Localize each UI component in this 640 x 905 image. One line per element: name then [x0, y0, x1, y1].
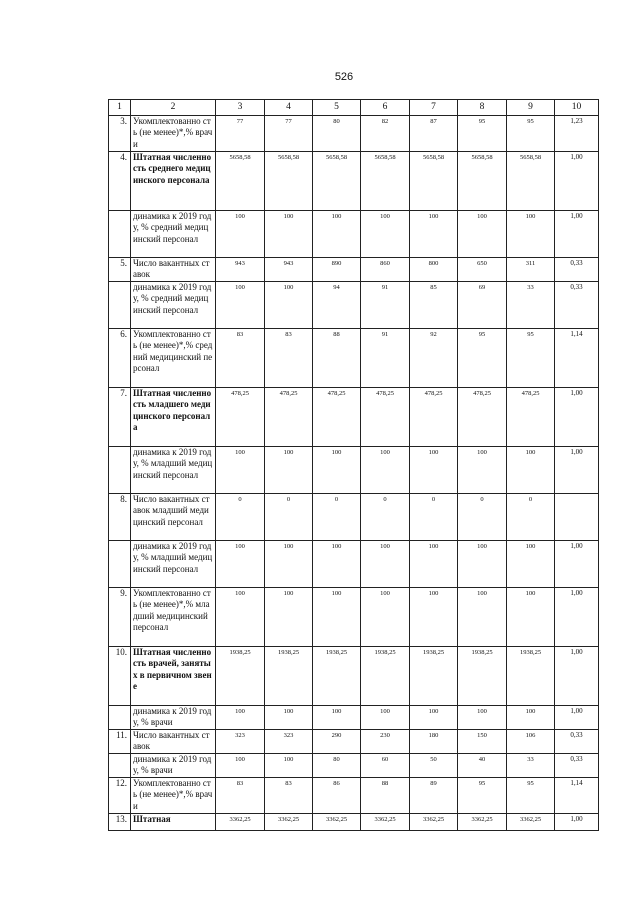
value-cell: 100 [216, 754, 265, 778]
table-row [109, 814, 599, 831]
table-row [109, 211, 599, 258]
value-cell: 0 [410, 494, 458, 541]
value-cell: 3362,25 [507, 814, 555, 831]
value-cell: 100 [361, 706, 410, 730]
indicator-name: Укомплектованно сть (не менее)*,% врачи [131, 778, 216, 814]
value-cell: 5658,58 [265, 152, 313, 211]
row-number: 6. [109, 329, 131, 388]
column-header: 9 [507, 100, 555, 116]
value-cell: 0,33 [555, 282, 599, 329]
value-cell: 100 [361, 588, 410, 647]
value-cell: 100 [216, 706, 265, 730]
row-number: 9. [109, 588, 131, 647]
value-cell: 1,00 [555, 388, 599, 447]
value-cell: 100 [410, 211, 458, 258]
value-cell: 100 [507, 447, 555, 494]
value-cell: 100 [410, 706, 458, 730]
value-cell: 83 [265, 778, 313, 814]
value-cell: 82 [361, 116, 410, 152]
value-cell [555, 494, 599, 541]
table-header-row [109, 100, 599, 116]
indicator-name: Число вакантных ставок [131, 258, 216, 282]
column-header: 10 [555, 100, 599, 116]
value-cell: 5658,58 [410, 152, 458, 211]
value-cell: 100 [265, 282, 313, 329]
value-cell: 5658,58 [507, 152, 555, 211]
value-cell: 478,25 [507, 388, 555, 447]
value-cell: 95 [458, 116, 507, 152]
table-row [109, 754, 599, 778]
value-cell: 3362,25 [410, 814, 458, 831]
value-cell: 100 [265, 754, 313, 778]
value-cell: 180 [410, 730, 458, 754]
value-cell: 100 [216, 211, 265, 258]
value-cell: 100 [361, 541, 410, 588]
indicator-name: Штатная [131, 814, 216, 831]
value-cell: 100 [265, 588, 313, 647]
value-cell: 3362,25 [361, 814, 410, 831]
value-cell: 0 [265, 494, 313, 541]
value-cell: 86 [313, 778, 361, 814]
value-cell: 95 [507, 116, 555, 152]
value-cell: 860 [361, 258, 410, 282]
column-header: 3 [216, 100, 265, 116]
value-cell: 1,00 [555, 588, 599, 647]
row-number: 8. [109, 494, 131, 541]
value-cell: 478,25 [216, 388, 265, 447]
value-cell: 323 [216, 730, 265, 754]
value-cell: 650 [458, 258, 507, 282]
value-cell: 87 [410, 116, 458, 152]
table-row [109, 730, 599, 754]
table-row [109, 647, 599, 706]
value-cell: 0 [361, 494, 410, 541]
value-cell: 33 [507, 282, 555, 329]
value-cell: 0 [216, 494, 265, 541]
value-cell: 1938,25 [216, 647, 265, 706]
value-cell: 478,25 [410, 388, 458, 447]
row-number: 3. [109, 116, 131, 152]
value-cell: 40 [458, 754, 507, 778]
row-number [109, 754, 131, 778]
column-header: 8 [458, 100, 507, 116]
value-cell: 290 [313, 730, 361, 754]
value-cell: 106 [507, 730, 555, 754]
table-row [109, 388, 599, 447]
value-cell: 100 [458, 447, 507, 494]
indicator-name: Штатная численность младшего медицинского персонала [131, 388, 216, 447]
value-cell: 100 [265, 541, 313, 588]
value-cell: 5658,58 [216, 152, 265, 211]
row-number: 7. [109, 388, 131, 447]
value-cell: 91 [361, 282, 410, 329]
indicator-name: динамика к 2019 году, % младший медицинский персонал [131, 541, 216, 588]
value-cell: 1,00 [555, 706, 599, 730]
value-cell: 890 [313, 258, 361, 282]
value-cell: 100 [507, 588, 555, 647]
value-cell: 1,00 [555, 447, 599, 494]
table-row [109, 282, 599, 329]
value-cell: 77 [216, 116, 265, 152]
value-cell: 0,33 [555, 258, 599, 282]
value-cell: 100 [265, 211, 313, 258]
value-cell: 800 [410, 258, 458, 282]
row-number: 11. [109, 730, 131, 754]
value-cell: 100 [361, 211, 410, 258]
table-row [109, 447, 599, 494]
column-header: 1 [109, 100, 131, 116]
value-cell: 100 [361, 447, 410, 494]
value-cell: 1938,25 [410, 647, 458, 706]
indicator-name: Число вакантных ставок младший медицинский персонал [131, 494, 216, 541]
table-row [109, 778, 599, 814]
row-number [109, 211, 131, 258]
value-cell: 89 [410, 778, 458, 814]
value-cell: 323 [265, 730, 313, 754]
value-cell: 88 [313, 329, 361, 388]
value-cell: 5658,58 [458, 152, 507, 211]
row-number [109, 706, 131, 730]
value-cell: 230 [361, 730, 410, 754]
value-cell: 1938,25 [265, 647, 313, 706]
value-cell: 1938,25 [507, 647, 555, 706]
indicator-name: Укомплектованно сть (не менее)*,% средний медицинский персонал [131, 329, 216, 388]
value-cell: 100 [313, 706, 361, 730]
value-cell: 1,00 [555, 814, 599, 831]
value-cell: 3362,25 [216, 814, 265, 831]
value-cell: 100 [313, 447, 361, 494]
table-row [109, 706, 599, 730]
value-cell: 943 [265, 258, 313, 282]
value-cell: 100 [265, 447, 313, 494]
value-cell: 94 [313, 282, 361, 329]
indicator-name: динамика к 2019 году, % младший медицинский персонал [131, 447, 216, 494]
column-header: 5 [313, 100, 361, 116]
row-number [109, 541, 131, 588]
value-cell: 100 [458, 706, 507, 730]
value-cell: 83 [216, 778, 265, 814]
value-cell: 0 [507, 494, 555, 541]
value-cell: 100 [458, 588, 507, 647]
table-row [109, 258, 599, 282]
data-table [108, 99, 599, 831]
value-cell: 943 [216, 258, 265, 282]
page-number: 526 [334, 71, 354, 83]
value-cell: 1938,25 [458, 647, 507, 706]
value-cell: 91 [361, 329, 410, 388]
value-cell: 1938,25 [361, 647, 410, 706]
row-number: 10. [109, 647, 131, 706]
column-header: 7 [410, 100, 458, 116]
value-cell: 85 [410, 282, 458, 329]
value-cell: 1938,25 [313, 647, 361, 706]
value-cell: 100 [313, 541, 361, 588]
indicator-name: Штатная численность среднего медицинского персонала [131, 152, 216, 211]
value-cell: 1,00 [555, 152, 599, 211]
value-cell: 478,25 [313, 388, 361, 447]
value-cell: 100 [507, 706, 555, 730]
value-cell: 3362,25 [265, 814, 313, 831]
value-cell: 83 [216, 329, 265, 388]
indicator-name: динамика к 2019 году, % средний медицинский персонал [131, 282, 216, 329]
value-cell: 0,33 [555, 754, 599, 778]
row-number: 5. [109, 258, 131, 282]
table-row [109, 541, 599, 588]
value-cell: 1,00 [555, 647, 599, 706]
value-cell: 1,00 [555, 541, 599, 588]
value-cell: 100 [410, 541, 458, 588]
value-cell: 100 [265, 706, 313, 730]
value-cell: 95 [507, 778, 555, 814]
value-cell: 95 [458, 329, 507, 388]
table-row [109, 152, 599, 211]
value-cell: 1,14 [555, 778, 599, 814]
row-number: 12. [109, 778, 131, 814]
value-cell: 100 [410, 447, 458, 494]
table-row [109, 588, 599, 647]
value-cell: 100 [507, 211, 555, 258]
value-cell: 0 [313, 494, 361, 541]
value-cell: 5658,58 [313, 152, 361, 211]
column-header: 2 [131, 100, 216, 116]
table-row [109, 329, 599, 388]
row-number [109, 282, 131, 329]
value-cell: 100 [458, 541, 507, 588]
indicator-name: Укомплектованно сть (не менее)*,% врачи [131, 116, 216, 152]
value-cell: 150 [458, 730, 507, 754]
value-cell: 69 [458, 282, 507, 329]
value-cell: 88 [361, 778, 410, 814]
value-cell: 100 [458, 211, 507, 258]
value-cell: 100 [216, 447, 265, 494]
value-cell: 80 [313, 754, 361, 778]
value-cell: 478,25 [458, 388, 507, 447]
value-cell: 100 [507, 541, 555, 588]
value-cell: 83 [265, 329, 313, 388]
value-cell: 311 [507, 258, 555, 282]
value-cell: 100 [216, 282, 265, 329]
value-cell: 95 [458, 778, 507, 814]
value-cell: 60 [361, 754, 410, 778]
indicator-name: динамика к 2019 году, % врачи [131, 754, 216, 778]
value-cell: 1,23 [555, 116, 599, 152]
indicator-name: Штатная численность врачей, занятых в первичном звене [131, 647, 216, 706]
value-cell: 100 [216, 588, 265, 647]
value-cell: 80 [313, 116, 361, 152]
value-cell: 1,14 [555, 329, 599, 388]
value-cell: 3362,25 [458, 814, 507, 831]
value-cell: 3362,25 [313, 814, 361, 831]
indicator-name: динамика к 2019 году, % врачи [131, 706, 216, 730]
value-cell: 0 [458, 494, 507, 541]
row-number [109, 447, 131, 494]
indicator-name: Число вакантных ставок [131, 730, 216, 754]
value-cell: 5658,58 [361, 152, 410, 211]
table-row [109, 116, 599, 152]
value-cell: 478,25 [361, 388, 410, 447]
column-header: 6 [361, 100, 410, 116]
row-number: 4. [109, 152, 131, 211]
indicator-name: Укомплектованно сть (не менее)*,% младший медицинский персонал [131, 588, 216, 647]
value-cell: 100 [313, 588, 361, 647]
value-cell: 100 [216, 541, 265, 588]
indicator-name: динамика к 2019 году, % средний медицинский персонал [131, 211, 216, 258]
table-row [109, 494, 599, 541]
value-cell: 1,00 [555, 211, 599, 258]
row-number: 13. [109, 814, 131, 831]
value-cell: 33 [507, 754, 555, 778]
value-cell: 50 [410, 754, 458, 778]
value-cell: 100 [410, 588, 458, 647]
value-cell: 478,25 [265, 388, 313, 447]
value-cell: 92 [410, 329, 458, 388]
value-cell: 100 [313, 211, 361, 258]
value-cell: 0,33 [555, 730, 599, 754]
value-cell: 95 [507, 329, 555, 388]
column-header: 4 [265, 100, 313, 116]
value-cell: 77 [265, 116, 313, 152]
